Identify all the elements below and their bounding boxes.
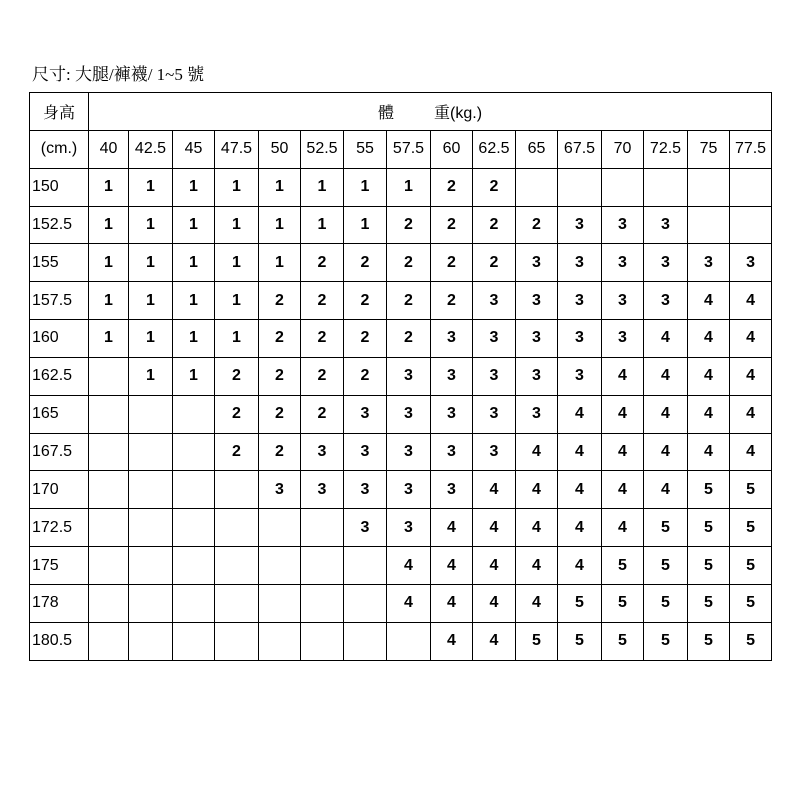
size-value: 1: [173, 357, 215, 395]
size-value: [215, 584, 259, 622]
size-value: 3: [516, 320, 558, 358]
size-value: [215, 547, 259, 585]
table-row: [30, 206, 772, 244]
weight-column-header: 75: [688, 130, 730, 168]
size-value: 1: [259, 244, 301, 282]
size-value: 3: [516, 395, 558, 433]
size-value: 4: [558, 509, 602, 547]
size-value: [301, 547, 344, 585]
size-value: 5: [602, 622, 644, 660]
size-value: 1: [173, 244, 215, 282]
size-value: [89, 622, 129, 660]
size-value: 1: [89, 282, 129, 320]
size-value: 1: [259, 206, 301, 244]
size-value: [89, 433, 129, 471]
size-value: 4: [644, 357, 688, 395]
size-value: 1: [129, 244, 173, 282]
size-value: 2: [259, 282, 301, 320]
size-value: 3: [431, 320, 473, 358]
size-value: 4: [558, 547, 602, 585]
size-value: 5: [688, 547, 730, 585]
table-row: [30, 471, 772, 509]
weight-column-header: 70: [602, 130, 644, 168]
size-value: 4: [602, 509, 644, 547]
size-value: 4: [688, 282, 730, 320]
size-value: 1: [89, 206, 129, 244]
size-value: 1: [129, 320, 173, 358]
size-value: 2: [301, 282, 344, 320]
weight-column-header: 72.5: [644, 130, 688, 168]
size-value: 3: [431, 471, 473, 509]
size-value: 4: [431, 584, 473, 622]
size-chart-table: [29, 92, 772, 661]
size-value: 2: [259, 357, 301, 395]
size-value: 4: [688, 320, 730, 358]
height-value: 165: [30, 395, 89, 433]
size-value: [301, 622, 344, 660]
size-value: 4: [644, 395, 688, 433]
size-value: [301, 584, 344, 622]
size-value: 4: [473, 471, 516, 509]
size-value: 3: [558, 320, 602, 358]
size-value: 3: [473, 395, 516, 433]
size-value: 2: [301, 357, 344, 395]
size-value: 3: [558, 244, 602, 282]
weight-title-part1: 體: [378, 104, 395, 122]
size-value: 1: [215, 282, 259, 320]
size-value: 3: [730, 244, 772, 282]
weight-title-part2: 重(kg.): [434, 104, 483, 122]
table-row: [30, 357, 772, 395]
size-value: 4: [730, 433, 772, 471]
size-value: 2: [387, 282, 431, 320]
size-value: 5: [730, 622, 772, 660]
size-value: [173, 471, 215, 509]
size-value: 2: [215, 357, 259, 395]
size-value: 2: [473, 244, 516, 282]
size-value: 2: [387, 244, 431, 282]
size-value: 1: [301, 206, 344, 244]
size-value: 4: [602, 395, 644, 433]
size-value: 4: [473, 547, 516, 585]
size-value: 2: [431, 206, 473, 244]
size-value: [129, 509, 173, 547]
size-value: 3: [473, 433, 516, 471]
size-value: 2: [516, 206, 558, 244]
size-value: 4: [644, 471, 688, 509]
table-row: [30, 584, 772, 622]
size-value: 4: [730, 395, 772, 433]
size-value: 3: [344, 471, 387, 509]
size-value: [173, 395, 215, 433]
size-value: [259, 547, 301, 585]
size-value: 4: [688, 357, 730, 395]
size-value: 5: [602, 547, 644, 585]
size-value: [602, 168, 644, 206]
size-value: 1: [173, 320, 215, 358]
size-value: 2: [387, 320, 431, 358]
weight-column-header: 65: [516, 130, 558, 168]
size-value: 1: [129, 168, 173, 206]
size-value: 4: [730, 282, 772, 320]
height-value: 155: [30, 244, 89, 282]
size-value: 3: [644, 282, 688, 320]
size-value: 3: [431, 357, 473, 395]
height-header-label: 身高: [30, 93, 89, 131]
size-value: 2: [301, 395, 344, 433]
size-value: 4: [688, 395, 730, 433]
height-value: 180.5: [30, 622, 89, 660]
table-row: [30, 244, 772, 282]
size-value: 1: [215, 320, 259, 358]
weight-column-header: 47.5: [215, 130, 259, 168]
size-value: 4: [473, 584, 516, 622]
size-value: 1: [89, 320, 129, 358]
size-value: [129, 471, 173, 509]
size-value: 3: [387, 433, 431, 471]
size-value: 3: [516, 282, 558, 320]
size-value: [173, 509, 215, 547]
size-value: 4: [602, 357, 644, 395]
size-value: 2: [301, 244, 344, 282]
size-value: 4: [387, 547, 431, 585]
height-value: 178: [30, 584, 89, 622]
size-value: 2: [344, 320, 387, 358]
size-value: 4: [730, 320, 772, 358]
size-value: 5: [602, 584, 644, 622]
size-value: [344, 622, 387, 660]
header-row-title: [30, 93, 772, 131]
size-value: [215, 622, 259, 660]
size-value: 4: [516, 509, 558, 547]
weight-column-header: 57.5: [387, 130, 431, 168]
size-value: 1: [89, 244, 129, 282]
size-value: 5: [688, 471, 730, 509]
size-value: 5: [644, 509, 688, 547]
size-value: 3: [558, 206, 602, 244]
size-value: 4: [602, 433, 644, 471]
size-value: [89, 395, 129, 433]
size-value: 2: [344, 244, 387, 282]
size-value: 1: [215, 244, 259, 282]
size-value: [259, 509, 301, 547]
height-value: 157.5: [30, 282, 89, 320]
size-value: 1: [129, 282, 173, 320]
size-value: [730, 168, 772, 206]
size-value: [301, 509, 344, 547]
size-value: 5: [730, 471, 772, 509]
size-value: 4: [387, 584, 431, 622]
size-value: 1: [301, 168, 344, 206]
size-value: [89, 357, 129, 395]
size-value: 3: [473, 282, 516, 320]
size-value: 3: [301, 433, 344, 471]
height-value: 152.5: [30, 206, 89, 244]
size-value: 1: [215, 168, 259, 206]
size-value: 3: [602, 320, 644, 358]
height-value: 172.5: [30, 509, 89, 547]
size-value: [259, 622, 301, 660]
weight-column-header: 50: [259, 130, 301, 168]
size-value: 2: [259, 395, 301, 433]
size-value: 1: [259, 168, 301, 206]
size-value: 3: [344, 395, 387, 433]
table-row: [30, 509, 772, 547]
weight-column-header: 55: [344, 130, 387, 168]
size-value: 4: [558, 471, 602, 509]
size-value: 4: [602, 471, 644, 509]
size-value: [89, 547, 129, 585]
table-row: [30, 622, 772, 660]
weight-column-header: 40: [89, 130, 129, 168]
size-value: [688, 206, 730, 244]
size-value: 3: [431, 395, 473, 433]
size-value: 4: [644, 433, 688, 471]
size-value: 2: [259, 320, 301, 358]
size-value: [516, 168, 558, 206]
weight-column-header: 42.5: [129, 130, 173, 168]
size-value: 5: [730, 584, 772, 622]
weight-column-header: 45: [173, 130, 215, 168]
weight-column-header: 60: [431, 130, 473, 168]
size-value: [173, 433, 215, 471]
size-value: [644, 168, 688, 206]
size-value: 2: [431, 244, 473, 282]
height-value: 170: [30, 471, 89, 509]
size-value: 1: [173, 282, 215, 320]
size-value: 2: [473, 168, 516, 206]
size-value: [173, 584, 215, 622]
size-value: 2: [215, 395, 259, 433]
size-value: 3: [387, 395, 431, 433]
size-value: 4: [431, 622, 473, 660]
size-value: [89, 584, 129, 622]
size-value: [89, 509, 129, 547]
size-value: [344, 584, 387, 622]
size-value: 3: [344, 509, 387, 547]
size-value: 3: [516, 357, 558, 395]
size-value: 3: [558, 357, 602, 395]
size-value: 2: [301, 320, 344, 358]
table-row: [30, 433, 772, 471]
size-value: 4: [516, 547, 558, 585]
height-unit-label: (cm.): [30, 130, 89, 168]
table-caption: 尺寸: 大腿/褲襪/ 1~5 號: [32, 65, 205, 84]
size-value: 1: [129, 206, 173, 244]
table-row: [30, 282, 772, 320]
size-value: 4: [730, 357, 772, 395]
size-value: 3: [602, 282, 644, 320]
size-value: 2: [431, 282, 473, 320]
size-value: 4: [516, 471, 558, 509]
size-value: 3: [473, 320, 516, 358]
size-value: 2: [259, 433, 301, 471]
size-value: [215, 471, 259, 509]
size-value: 5: [558, 622, 602, 660]
size-value: [215, 509, 259, 547]
weight-column-header: 67.5: [558, 130, 602, 168]
height-value: 162.5: [30, 357, 89, 395]
size-value: 5: [644, 547, 688, 585]
size-value: 1: [89, 168, 129, 206]
size-value: 2: [431, 168, 473, 206]
size-value: 3: [516, 244, 558, 282]
size-value: [688, 168, 730, 206]
size-value: [259, 584, 301, 622]
height-value: 175: [30, 547, 89, 585]
table-row: [30, 547, 772, 585]
size-value: 5: [688, 509, 730, 547]
size-value: 4: [644, 320, 688, 358]
size-value: 2: [344, 357, 387, 395]
height-value: 167.5: [30, 433, 89, 471]
size-value: 4: [516, 584, 558, 622]
size-value: 3: [473, 357, 516, 395]
weight-column-header: 62.5: [473, 130, 516, 168]
size-value: 4: [473, 622, 516, 660]
size-value: 4: [558, 395, 602, 433]
size-value: 3: [387, 471, 431, 509]
size-value: 3: [688, 244, 730, 282]
table-row: [30, 168, 772, 206]
size-value: 5: [516, 622, 558, 660]
size-value: [89, 471, 129, 509]
size-value: 1: [344, 168, 387, 206]
size-value: 5: [558, 584, 602, 622]
size-value: [558, 168, 602, 206]
size-value: 1: [129, 357, 173, 395]
size-value: 1: [215, 206, 259, 244]
size-value: 4: [431, 547, 473, 585]
size-value: 3: [387, 509, 431, 547]
header-row-weights: [30, 130, 772, 168]
size-value: 4: [473, 509, 516, 547]
size-value: 4: [516, 433, 558, 471]
size-value: 1: [173, 206, 215, 244]
size-value: 3: [259, 471, 301, 509]
height-value: 150: [30, 168, 89, 206]
size-value: 3: [644, 206, 688, 244]
size-value: 4: [558, 433, 602, 471]
table-row: [30, 320, 772, 358]
size-value: 3: [558, 282, 602, 320]
size-value: 3: [602, 244, 644, 282]
size-value: 1: [344, 206, 387, 244]
size-value: 3: [301, 471, 344, 509]
size-value: [129, 395, 173, 433]
size-value: 2: [344, 282, 387, 320]
size-value: 4: [431, 509, 473, 547]
size-value: [173, 547, 215, 585]
size-value: 3: [431, 433, 473, 471]
size-value: 5: [644, 622, 688, 660]
size-value: 4: [688, 433, 730, 471]
size-value: 1: [387, 168, 431, 206]
size-value: [129, 584, 173, 622]
size-value: 3: [387, 357, 431, 395]
table-row: [30, 395, 772, 433]
size-value: [129, 547, 173, 585]
size-value: 5: [688, 584, 730, 622]
weight-column-header: 52.5: [301, 130, 344, 168]
size-value: 1: [173, 168, 215, 206]
size-value: 2: [215, 433, 259, 471]
height-value: 160: [30, 320, 89, 358]
size-value: 5: [730, 547, 772, 585]
weight-header-title: [89, 93, 772, 131]
size-value: [129, 622, 173, 660]
size-value: 2: [473, 206, 516, 244]
size-value: [387, 622, 431, 660]
size-value: 3: [344, 433, 387, 471]
size-value: 5: [688, 622, 730, 660]
size-value: [129, 433, 173, 471]
size-value: 2: [387, 206, 431, 244]
size-value: 3: [602, 206, 644, 244]
size-value: [730, 206, 772, 244]
size-value: 3: [644, 244, 688, 282]
size-value: 5: [730, 509, 772, 547]
size-value: [344, 547, 387, 585]
weight-column-header: 77.5: [730, 130, 772, 168]
size-value: 5: [644, 584, 688, 622]
size-value: [173, 622, 215, 660]
